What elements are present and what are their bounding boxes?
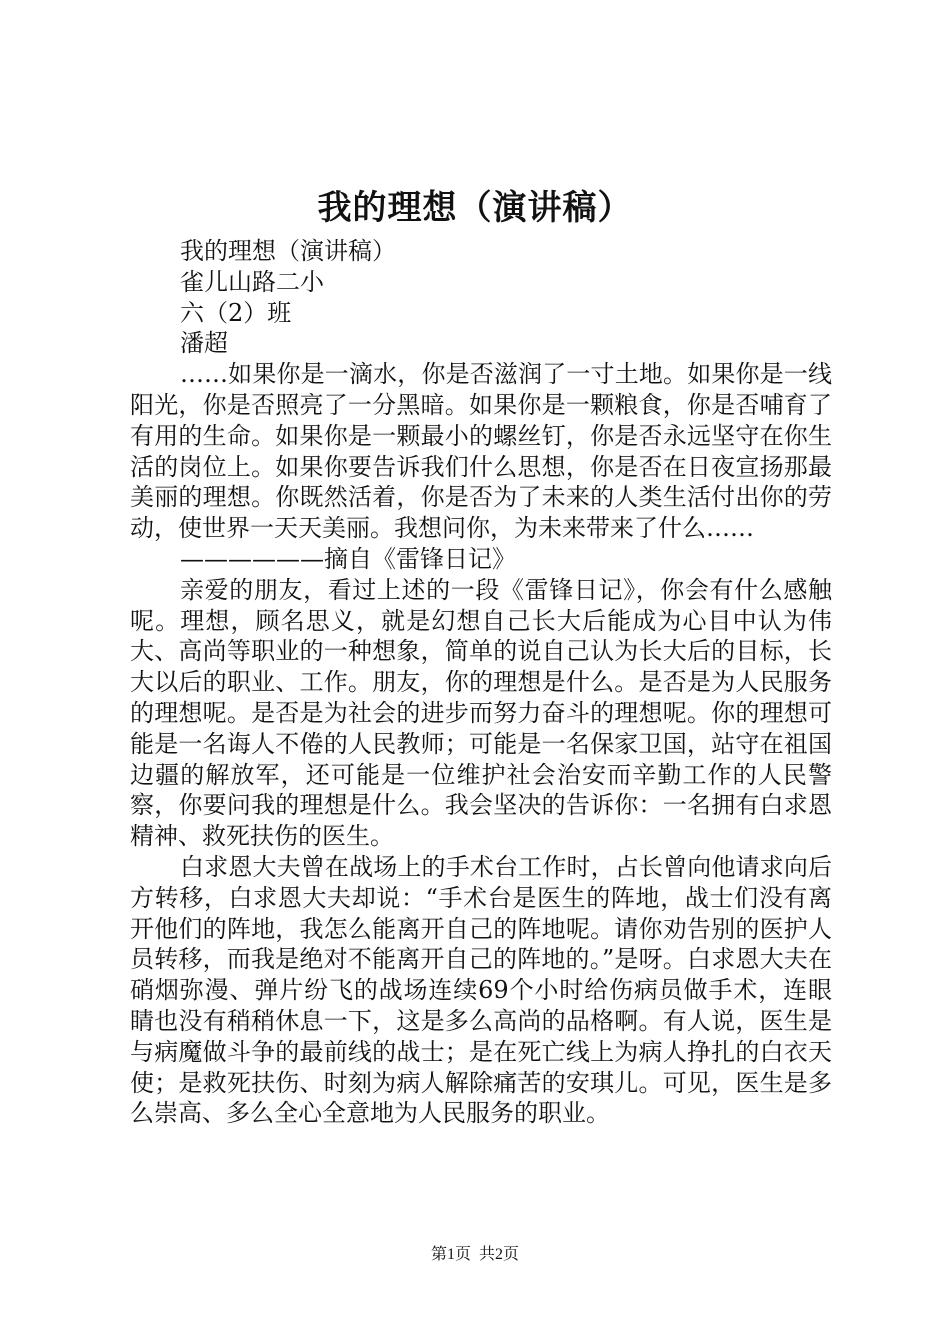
header-line-title: 我的理想（演讲稿） [180,237,396,265]
paragraph-ideal: 亲爱的朋友，看过上述的一段《雷锋日记》，你会有什么感触呢。理想，顾名思义，就是幻想自己长大后能成为心目中认为伟大、高尚等职业的一种想象，简单的说自己认为长大后的目标，长大以后的职业、工作。朋友，你的理想是什么。是否是为人民服务的理想呢。是否是为社会的进步而努力奋斗的理想呢。你的理想可能是一名诲人不倦的人民教师；可能是一名保家卫国，站守在祖国边疆的解放军，还可能是一位维护社会治安而辛勤工作的人民警察，你要问我的理想是什么。我会坚决的告诉你：一名拥有白求恩精神、救死扶伤的医生。 [130,575,832,851]
paragraph-quote: ……如果你是一滴水，你是否滋润了一寸土地。如果你是一线阳光，你是否照亮了一分黑暗。如果你是一颗粮食，你是否哺育了有用的生命。如果你是一颗最小的螺丝钉，你是否永远坚守在你生活的岗位上。如果你要告诉我们什么思想，你是否在日夜宣扬那最美丽的理想。你既然活着，你是否为了未来的人类生活付出你的劳动，使世界一天天美丽。我想问你，为未来带来了什么…… [130,360,832,543]
paragraph-source: ——————摘自《雷锋日记》 [180,544,516,573]
page-footer [0,1244,950,1266]
header-line-school: 雀儿山路二小 [180,267,324,296]
document-title: 我的理想（演讲稿） [317,188,633,228]
page-number: 第1页 共2页 [430,1246,519,1263]
header-line-class: 六（2）班 [180,298,292,327]
paragraph-bethune: 白求恩大夫曾在战场上的手术台工作时，占长曾向他请求向后方转移，白求恩大夫却说：“手术台是医生的阵地，战士们没有离开他们的阵地，我怎么能离开自己的阵地呢。请你劝告别的医护人员转移，而我是绝对不能离开自己的阵地的。”是呀。白求恩大夫在硝烟弥漫、弹片纷飞的战场连续69个小时给伤病员做手术，连眼睛也没有稍稍休息一下，这是多么高尚的品格啊。有人说，医生是与病魔做斗争的最前线的战士；是在死亡线上为病人挣扎的白衣天使；是救死扶伤、时刻为病人解除痛苦的安琪儿。可见，医生是多么崇高、多么全心全意地为人民服务的职业。 [130,852,832,1128]
header-line-author: 潘超 [180,329,228,358]
document-body [130,236,832,1129]
